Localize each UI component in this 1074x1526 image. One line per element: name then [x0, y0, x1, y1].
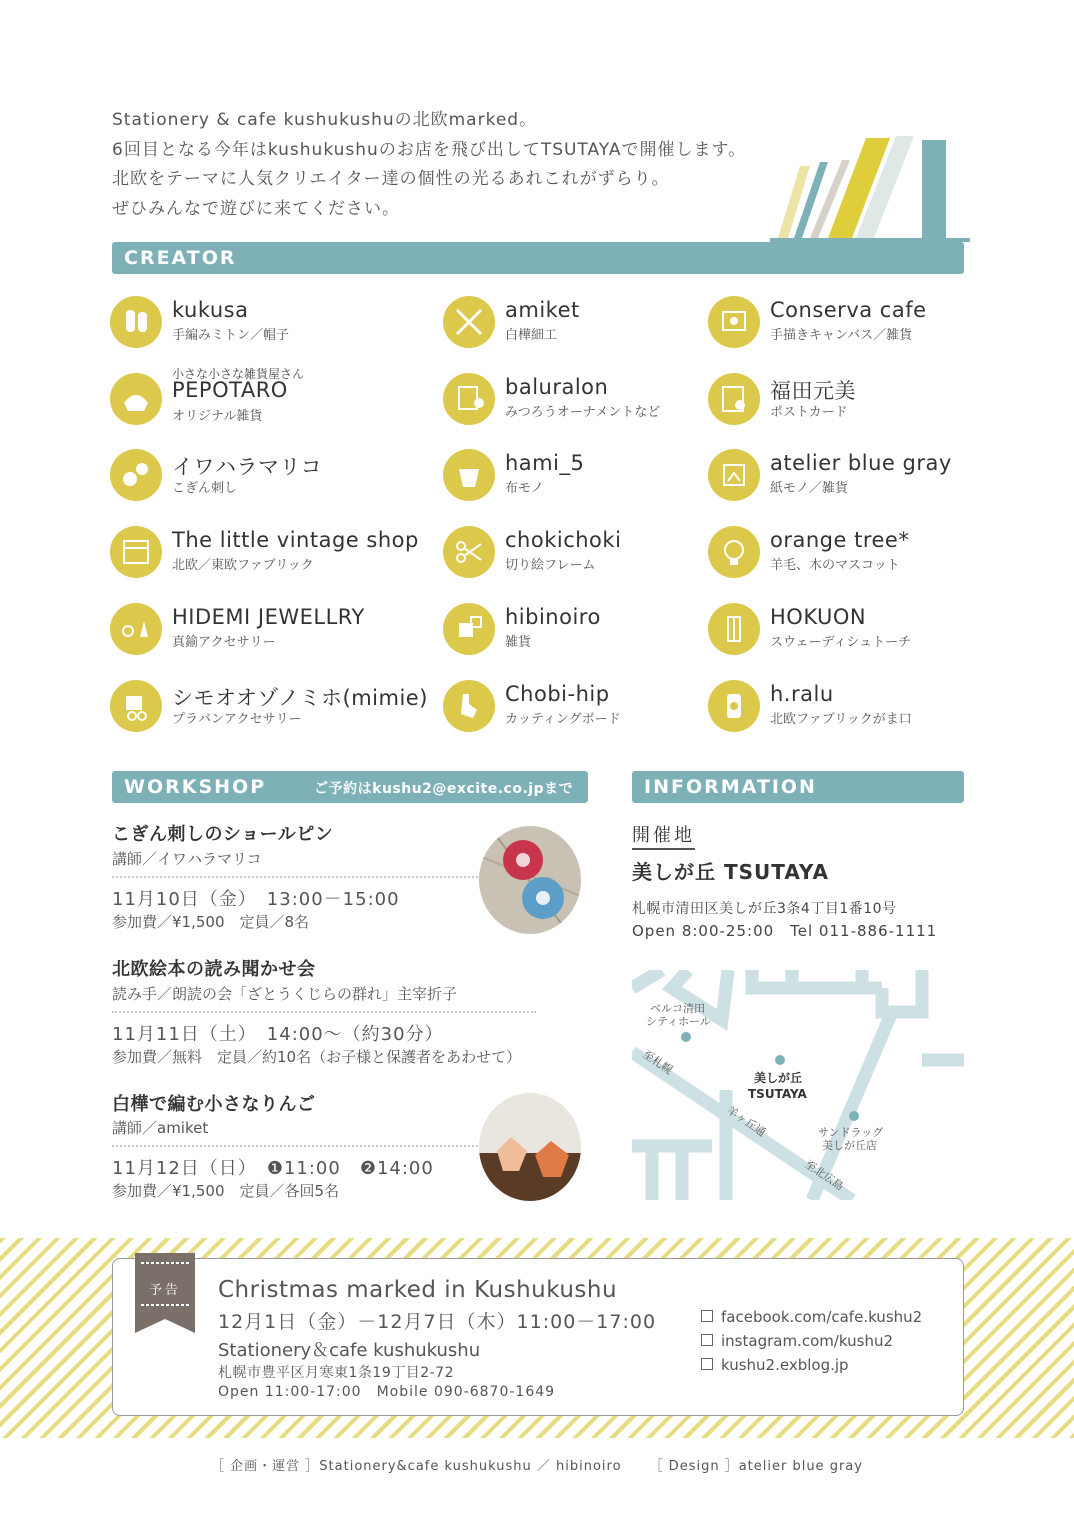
divider: [112, 1011, 536, 1013]
creator-item: [708, 601, 1028, 661]
embroidery-icon: [110, 449, 162, 501]
creator-item: [708, 524, 1028, 584]
venue-map: [632, 970, 964, 1200]
creator-name: The little vintage shop: [172, 528, 419, 552]
creator-description: 羊毛、木のマスコット: [770, 558, 900, 573]
intro-line: 6回目となる今年はkushukushuのお店を飛び出してTSUTAYAで開催します。: [112, 139, 747, 160]
creator-description: 手描きキャンバス／雑貨: [770, 328, 913, 343]
workshop-title-1: こぎん刺しのショールピン: [112, 824, 334, 845]
creator-description: 真鍮アクセサリー: [172, 635, 276, 650]
creator-item: [110, 367, 430, 431]
workshop-host-3: 講師／amiket: [112, 1119, 209, 1137]
workshop-reservation-note: ご予約はkushu2@excite.co.jpまで: [314, 781, 574, 797]
map-label-to-kitahiroshima: 至北広島: [802, 1157, 847, 1194]
xmas-hours: Open 11:00-17:00 Mobile 090-6870-1649: [218, 1384, 556, 1400]
creator-name: 福田元美: [770, 379, 856, 403]
workshop-fee-2: 参加費／無料 定員／約10名（お子様と保護者をあわせて）: [112, 1048, 522, 1066]
christmas-announcement: [112, 1258, 964, 1416]
workshop-host-1: 講師／イワハラマリコ: [112, 850, 262, 868]
creator-description: 手編みミトン／帽子: [172, 328, 290, 343]
intro-line: 北欧をテーマに人気クリエイター達の個性の光るあれこれがずらり。: [112, 169, 670, 189]
venue-label: 開催地: [632, 821, 695, 850]
creator-name: orange tree*: [770, 528, 910, 552]
books-illustration: [770, 130, 970, 242]
link-text: instagram.com/kushu2: [721, 1332, 894, 1350]
creator-name: amiket: [505, 298, 580, 322]
divider: [112, 876, 478, 878]
map-label-street: 羊ヶ丘通: [724, 1103, 769, 1140]
birch-craft-icon: [443, 296, 495, 348]
ornament-icon: [443, 373, 495, 425]
creator-name: atelier blue gray: [770, 451, 952, 475]
creator-description: 雑貨: [505, 635, 532, 650]
creator-name: chokichoki: [505, 528, 622, 552]
creator-description: 紙モノ／雑貨: [770, 481, 848, 496]
information-heading: [632, 771, 964, 803]
workshop-heading: [112, 771, 588, 803]
accessory-icon: [110, 680, 162, 732]
creator-name: baluralon: [505, 375, 609, 399]
checkbox-icon: [701, 1358, 713, 1370]
fabric-icon: [110, 526, 162, 578]
workshop-date-1: 11月10日（金） 13:00－15:00: [112, 889, 400, 910]
venue-hours: Open 8:00-25:00 Tel 011-886-1111: [632, 922, 938, 940]
creator-name: Conserva cafe: [770, 298, 927, 322]
xmas-shop: Stationery＆cafe kushukushu: [218, 1340, 481, 1361]
map-label-bell-2: シティホール: [646, 1015, 711, 1028]
information-title: INFORMATION: [644, 776, 817, 798]
creator-name: kukusa: [172, 298, 249, 322]
jewelry-icon: [110, 603, 162, 655]
creator-item: [110, 601, 430, 661]
workshop-title: WORKSHOP: [124, 776, 267, 798]
map-label-bell-1: ベルコ清田: [650, 1002, 705, 1015]
creator-description: オリジナル雑貨: [172, 409, 263, 424]
stamp-icon: [443, 603, 495, 655]
creator-description: プラバンアクセサリー: [172, 712, 302, 727]
intro-line: Stationery & cafe kushukushuの北欧marked。: [112, 110, 538, 130]
footer-planning: ［ 企画・運営 ］Stationery&cafe kushukushu ／ hibinoiro: [211, 1459, 622, 1474]
workshop-host-2: 読み手／朗読の会「ざとうくじらの群れ」主宰折子: [112, 985, 458, 1003]
creator-item: [708, 678, 1028, 738]
creator-title: CREATOR: [124, 247, 237, 269]
creator-description: 白樺細工: [505, 328, 558, 343]
instagram-link[interactable]: [701, 1332, 893, 1350]
intro-line: ぜひみんなで遊びに来てください。: [112, 198, 400, 219]
map-label-drug-2: 美しが丘店: [822, 1139, 877, 1152]
creator-description: 北欧ファブリックがま口: [770, 712, 912, 727]
workshop-date-3: 11月12日（日） ❶11:00 ❷14:00: [112, 1158, 434, 1179]
blog-link[interactable]: [701, 1356, 849, 1374]
creator-name: PEPOTARO: [172, 378, 288, 402]
cutting-board-icon: [443, 680, 495, 732]
creator-description: スウェーディシュトーチ: [770, 635, 912, 650]
postcard-icon: [708, 373, 760, 425]
creator-name: hami_5: [505, 451, 585, 475]
venue-address: 札幌市清田区美しが丘3条4丁目1番10号: [632, 901, 897, 917]
creator-description: こぎん刺し: [172, 481, 238, 496]
creator-item: [708, 294, 1028, 354]
creator-name: シモオオゾノミホ(mimie): [172, 686, 428, 710]
scissors-icon: [443, 526, 495, 578]
creator-name: イワハラマリコ: [172, 455, 323, 479]
xmas-address: 札幌市豊平区月寒東1条19丁目2-72: [218, 1365, 454, 1381]
facebook-link[interactable]: [701, 1308, 922, 1326]
workshop-title-2: 北欧絵本の読み聞かせ会: [112, 959, 316, 980]
venue-name: 美しが丘 TSUTAYA: [632, 860, 829, 884]
map-label-to-sapporo: 至札幌: [640, 1047, 675, 1077]
torch-icon: [708, 603, 760, 655]
pot-icon: [110, 373, 162, 425]
workshop-fee-3: 参加費／¥1,500 定員／各回5名: [112, 1182, 340, 1200]
divider: [112, 1145, 478, 1147]
creator-name: h.ralu: [770, 682, 834, 706]
creator-name: HIDEMI JEWELLRY: [172, 605, 365, 629]
creator-item: [110, 447, 430, 507]
map-label-tsutaya-1: 美しが丘: [754, 1071, 803, 1085]
creator-prefix: 小さな小さな雑貨屋さん: [172, 367, 305, 381]
notice-tag-label: 予告: [148, 1283, 181, 1298]
creator-item: [110, 294, 430, 354]
intro-text: [112, 106, 812, 224]
shawl-pin-photo: [479, 826, 581, 934]
footer-credits: [0, 1455, 1074, 1474]
checkbox-icon: [701, 1310, 713, 1322]
link-text: facebook.com/cafe.kushu2: [721, 1308, 923, 1326]
workshop-fee-1: 参加費／¥1,500 定員／8名: [112, 913, 310, 931]
creator-name: Chobi-hip: [505, 682, 610, 706]
canvas-icon: [708, 296, 760, 348]
workshop-date-2: 11月11日（土） 14:00～（約30分）: [112, 1024, 444, 1045]
xmas-date: 12月1日（金）－12月7日（木）11:00－17:00: [218, 1311, 657, 1333]
map-label-tsutaya-2: TSUTAYA: [748, 1087, 807, 1101]
creator-item: [708, 447, 1028, 507]
creator-heading: [112, 242, 964, 274]
creator-description: 北欧／東欧ファブリック: [172, 558, 314, 573]
creator-name: hibinoiro: [505, 605, 601, 629]
footer-design: ［ Design ］atelier blue gray: [649, 1459, 863, 1474]
paper-icon: [708, 449, 760, 501]
mitten-icon: [110, 296, 162, 348]
cloth-bag-icon: [443, 449, 495, 501]
workshop-title-3: 白樺で編む小さなりんご: [112, 1094, 316, 1115]
creator-description: カッティングボード: [505, 712, 621, 727]
creator-description: 布モノ: [505, 481, 544, 496]
creator-description: 切り絵フレーム: [505, 558, 596, 573]
creator-name: HOKUON: [770, 605, 867, 629]
checkbox-icon: [701, 1334, 713, 1346]
birch-apple-photo: [479, 1093, 581, 1201]
creator-description: ポストカード: [770, 405, 848, 420]
creator-item: [110, 524, 430, 584]
creator-description: みつろうオーナメントなど: [505, 405, 661, 420]
purse-icon: [708, 680, 760, 732]
xmas-title: Christmas marked in Kushukushu: [218, 1277, 618, 1303]
creator-item: [708, 371, 1028, 431]
creator-item: [110, 678, 430, 738]
link-text: kushu2.exblog.jp: [721, 1356, 849, 1374]
mascot-icon: [708, 526, 760, 578]
map-label-drug-1: サンドラッグ: [818, 1126, 884, 1139]
